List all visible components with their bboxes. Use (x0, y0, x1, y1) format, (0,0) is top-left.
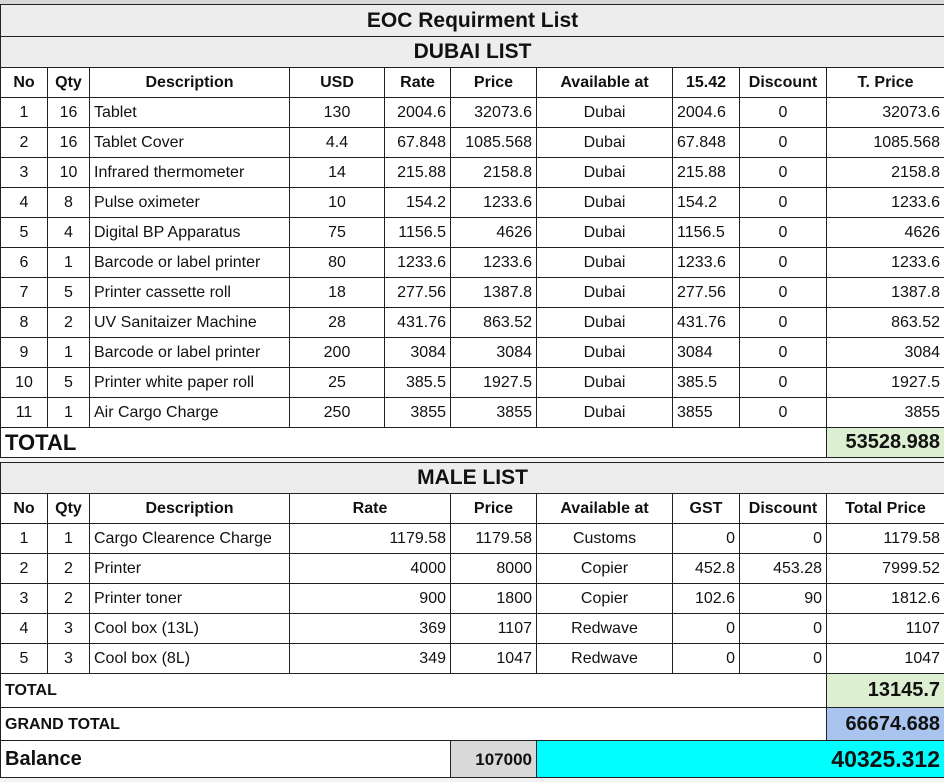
column-header: Price (451, 494, 537, 524)
table-row (1, 338, 944, 368)
table-row (1, 158, 944, 188)
table-cell: 32073.6 (451, 98, 537, 128)
table-cell: 154.2 (673, 188, 740, 218)
table-cell: Dubai (537, 368, 673, 398)
table-cell: Tablet Cover (90, 128, 290, 158)
table-cell: 154.2 (385, 188, 451, 218)
table-cell: 130 (290, 98, 385, 128)
table-cell: 0 (740, 128, 827, 158)
table-row (1, 308, 944, 338)
table-cell: 2 (1, 128, 48, 158)
column-header: Qty (48, 68, 90, 98)
table-cell: 1179.58 (290, 524, 451, 554)
table-cell: 1156.5 (385, 218, 451, 248)
table-cell: 0 (740, 524, 827, 554)
table-cell: 1812.6 (827, 584, 944, 614)
table-cell: 8000 (451, 554, 537, 584)
table-cell: 3 (1, 158, 48, 188)
table-cell: 1 (48, 398, 90, 428)
table-cell: Cool box (13L) (90, 614, 290, 644)
table-cell: 0 (740, 338, 827, 368)
table-cell: 8 (1, 308, 48, 338)
table-cell: 369 (290, 614, 451, 644)
male-header-row (1, 494, 944, 524)
table-cell: 1085.568 (451, 128, 537, 158)
table-cell: 3 (1, 584, 48, 614)
dubai-table (0, 4, 944, 458)
table-cell: 2 (1, 554, 48, 584)
table-cell: 1 (48, 524, 90, 554)
table-cell: 10 (48, 158, 90, 188)
table-cell: 200 (290, 338, 385, 368)
table-row (1, 398, 944, 428)
table-cell: 8 (48, 188, 90, 218)
table-cell: 215.88 (385, 158, 451, 188)
column-header: Discount (740, 494, 827, 524)
table-cell: 5 (48, 368, 90, 398)
table-cell: 453.28 (740, 554, 827, 584)
table-cell: 0 (740, 158, 827, 188)
table-cell: Cargo Clearence Charge (90, 524, 290, 554)
table-cell: 349 (290, 644, 451, 674)
table-cell: 3 (48, 614, 90, 644)
table-cell: 4 (1, 188, 48, 218)
table-cell: 1233.6 (451, 188, 537, 218)
table-cell: 0 (673, 614, 740, 644)
table-cell: 25 (290, 368, 385, 398)
table-cell: 80 (290, 248, 385, 278)
table-cell: 2 (48, 554, 90, 584)
table-cell: Redwave (537, 614, 673, 644)
table-row (1, 584, 944, 614)
table-cell: Copier (537, 554, 673, 584)
table-cell: Dubai (537, 278, 673, 308)
table-cell: 0 (740, 278, 827, 308)
balance-value: 40325.312 (537, 741, 944, 778)
table-cell: Copier (537, 584, 673, 614)
table-cell: 4.4 (290, 128, 385, 158)
table-row (1, 368, 944, 398)
table-cell: 2158.8 (451, 158, 537, 188)
table-cell: Dubai (537, 188, 673, 218)
table-cell: 1 (48, 248, 90, 278)
table-cell: Dubai (537, 218, 673, 248)
table-cell: 1 (1, 98, 48, 128)
table-cell: 4626 (451, 218, 537, 248)
table-cell: 3855 (673, 398, 740, 428)
table-cell: 431.76 (385, 308, 451, 338)
table-cell: Infrared thermometer (90, 158, 290, 188)
table-cell: 863.52 (827, 308, 944, 338)
column-header: USD (290, 68, 385, 98)
table-cell: 1927.5 (451, 368, 537, 398)
table-cell: 75 (290, 218, 385, 248)
table-cell: 3 (48, 644, 90, 674)
dubai-list-heading: DUBAI LIST (1, 37, 944, 68)
table-cell: 3084 (673, 338, 740, 368)
table-cell: 215.88 (673, 158, 740, 188)
balance-label: Balance (1, 741, 451, 778)
table-cell: 9 (1, 338, 48, 368)
table-cell: 1233.6 (827, 248, 944, 278)
table-cell: 32073.6 (827, 98, 944, 128)
table-cell: 2158.8 (827, 158, 944, 188)
table-cell: 431.76 (673, 308, 740, 338)
column-header: Rate (385, 68, 451, 98)
table-cell: 863.52 (451, 308, 537, 338)
table-cell: 3855 (827, 398, 944, 428)
table-cell: 1233.6 (827, 188, 944, 218)
table-cell: 4626 (827, 218, 944, 248)
table-cell: 3855 (385, 398, 451, 428)
dubai-header-row (1, 68, 944, 98)
dubai-total-label: TOTAL (1, 428, 827, 458)
page-title: EOC Requirment List (1, 5, 944, 37)
table-cell: Printer cassette roll (90, 278, 290, 308)
male-total-label: TOTAL (1, 674, 827, 708)
table-cell: Printer toner (90, 584, 290, 614)
table-cell: 4 (48, 218, 90, 248)
male-list-heading: MALE LIST (1, 463, 944, 494)
grand-total-value: 66674.688 (827, 708, 944, 741)
table-cell: 2 (48, 584, 90, 614)
table-cell: 1800 (451, 584, 537, 614)
column-header: T. Price (827, 68, 944, 98)
male-table (0, 462, 944, 778)
table-cell: 900 (290, 584, 451, 614)
dubai-total-value: 53528.988 (827, 428, 944, 458)
table-cell: Dubai (537, 98, 673, 128)
table-cell: 28 (290, 308, 385, 338)
table-cell: 0 (740, 614, 827, 644)
table-cell: 3084 (385, 338, 451, 368)
table-cell: 0 (740, 644, 827, 674)
column-header: GST (673, 494, 740, 524)
table-cell: Printer (90, 554, 290, 584)
table-row (1, 644, 944, 674)
column-header: Available at (537, 494, 673, 524)
table-cell: 277.56 (673, 278, 740, 308)
table-cell: 1156.5 (673, 218, 740, 248)
table-cell: 1233.6 (451, 248, 537, 278)
table-cell: Printer white paper roll (90, 368, 290, 398)
table-cell: Dubai (537, 398, 673, 428)
column-header: Rate (290, 494, 451, 524)
table-cell: 1927.5 (827, 368, 944, 398)
table-cell: Digital BP Apparatus (90, 218, 290, 248)
table-cell: 0 (740, 308, 827, 338)
table-cell: 67.848 (385, 128, 451, 158)
table-row (1, 128, 944, 158)
column-header: Available at (537, 68, 673, 98)
table-cell: 4000 (290, 554, 451, 584)
table-cell: 16 (48, 98, 90, 128)
table-cell: 2004.6 (385, 98, 451, 128)
table-cell: 2004.6 (673, 98, 740, 128)
table-row (1, 248, 944, 278)
table-cell: 1047 (827, 644, 944, 674)
table-cell: 2 (48, 308, 90, 338)
table-row (1, 218, 944, 248)
table-cell: 7999.52 (827, 554, 944, 584)
table-cell: 0 (740, 188, 827, 218)
table-row (1, 188, 944, 218)
table-cell: 10 (1, 368, 48, 398)
table-cell: 6 (1, 248, 48, 278)
table-cell: 277.56 (385, 278, 451, 308)
table-cell: Dubai (537, 338, 673, 368)
table-cell: 5 (1, 644, 48, 674)
male-total-value: 13145.7 (827, 674, 944, 708)
table-cell: Barcode or label printer (90, 338, 290, 368)
table-cell: 0 (740, 368, 827, 398)
table-row (1, 98, 944, 128)
table-cell: 1 (1, 524, 48, 554)
table-cell: 90 (740, 584, 827, 614)
grand-total-label: GRAND TOTAL (1, 708, 827, 741)
table-cell: 1107 (827, 614, 944, 644)
table-cell: 0 (740, 398, 827, 428)
column-header: Qty (48, 494, 90, 524)
column-header: No (1, 68, 48, 98)
column-header: No (1, 494, 48, 524)
table-cell: 1387.8 (451, 278, 537, 308)
table-cell: 0 (673, 524, 740, 554)
table-cell: 1387.8 (827, 278, 944, 308)
table-cell: 385.5 (385, 368, 451, 398)
table-cell: 0 (673, 644, 740, 674)
table-cell: 0 (740, 98, 827, 128)
column-header: 15.42 (673, 68, 740, 98)
column-header: Total Price (827, 494, 944, 524)
table-cell: Redwave (537, 644, 673, 674)
table-cell: 1179.58 (827, 524, 944, 554)
table-cell: 0 (740, 248, 827, 278)
column-header: Description (90, 494, 290, 524)
table-cell: 14 (290, 158, 385, 188)
table-cell: 5 (48, 278, 90, 308)
table-cell: 385.5 (673, 368, 740, 398)
table-cell: 1233.6 (385, 248, 451, 278)
table-row (1, 278, 944, 308)
balance-budget: 107000 (451, 741, 537, 778)
table-cell: Cool box (8L) (90, 644, 290, 674)
table-cell: 1085.568 (827, 128, 944, 158)
column-header: Description (90, 68, 290, 98)
table-cell: 0 (740, 218, 827, 248)
table-cell: 18 (290, 278, 385, 308)
table-cell: 11 (1, 398, 48, 428)
table-cell: 1047 (451, 644, 537, 674)
table-cell: 5 (1, 218, 48, 248)
column-header: Discount (740, 68, 827, 98)
table-cell: 3084 (451, 338, 537, 368)
table-cell: Tablet (90, 98, 290, 128)
table-cell: 1107 (451, 614, 537, 644)
table-cell: Air Cargo Charge (90, 398, 290, 428)
table-cell: Dubai (537, 308, 673, 338)
table-cell: 4 (1, 614, 48, 644)
table-cell: 16 (48, 128, 90, 158)
table-cell: 3855 (451, 398, 537, 428)
column-header: Price (451, 68, 537, 98)
table-cell: Barcode or label printer (90, 248, 290, 278)
table-row (1, 554, 944, 584)
table-cell: 3084 (827, 338, 944, 368)
table-cell: 102.6 (673, 584, 740, 614)
table-row (1, 524, 944, 554)
table-cell: UV Sanitaizer Machine (90, 308, 290, 338)
table-cell: Dubai (537, 158, 673, 188)
table-cell: 10 (290, 188, 385, 218)
table-cell: 67.848 (673, 128, 740, 158)
table-cell: Pulse oximeter (90, 188, 290, 218)
table-cell: Dubai (537, 248, 673, 278)
table-row (1, 614, 944, 644)
table-cell: 1 (48, 338, 90, 368)
table-cell: 1233.6 (673, 248, 740, 278)
table-cell: Dubai (537, 128, 673, 158)
table-cell: 452.8 (673, 554, 740, 584)
table-cell: 1179.58 (451, 524, 537, 554)
table-cell: 250 (290, 398, 385, 428)
table-cell: 7 (1, 278, 48, 308)
table-cell: Customs (537, 524, 673, 554)
